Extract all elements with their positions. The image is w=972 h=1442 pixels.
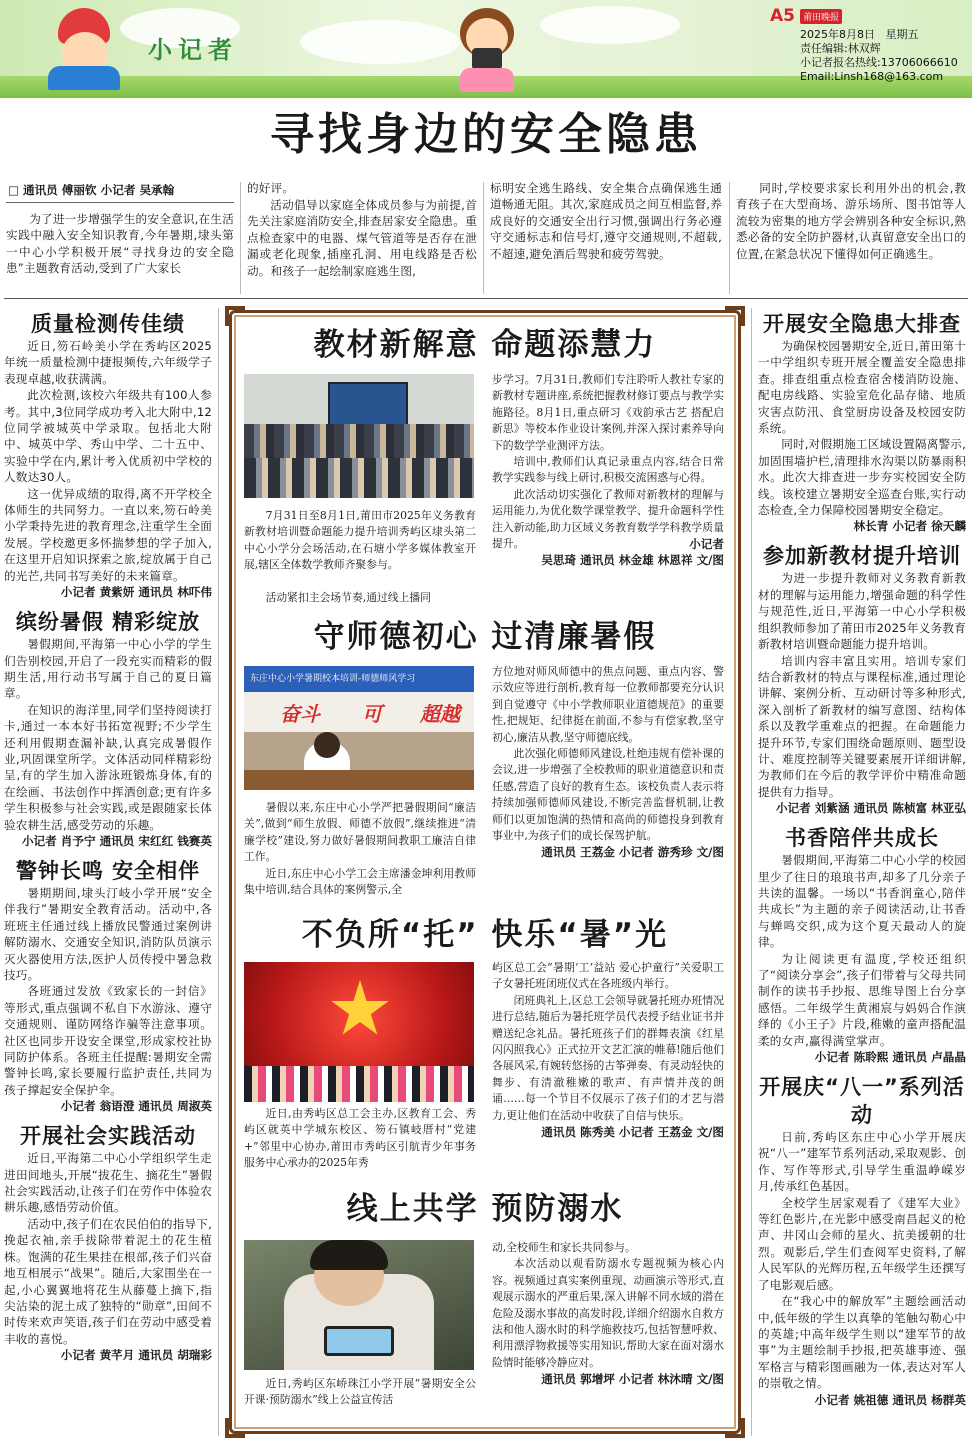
story-3-right-para-2: 闭班典礼上,区总工会领导就暑托班办班情况进行总结,随后为暑托班学员代表授予结业证书并赠送纪念礼品。暑托班孩子们的群舞表演《红星闪闪照我心》正式拉开文艺汇演的帷幕!随后他们各展风采,有婉转悠扬的古筝弹奏、有灵动轻快的舞步、有清澈稚嫩的歌声、有声情并茂的朗诵……每一个节目不仅展示了孩子们的才艺与潜力,更让他们在活动中收获了自信与快乐。 xyxy=(492,993,724,1122)
center-story-4-title: 线上共学 预防溺水 xyxy=(346,1191,624,1227)
main-col4: 同时,学校要求家长利用外出的机会,教育孩子在大型商场、游乐场所、图书馆等人流较为密集的地方学会辨别各种安全标识,熟悉必备的安全防护器材,认真留意安全出口的位置,在紧急状况下懂得如何正确逃生。 xyxy=(736,181,966,261)
story-1-credit-prefix: 小记者 xyxy=(689,537,724,552)
left-story-1-para-1: 近日,笏石岭美小学在秀屿区2025年统一质量检测中捷报频传,六年级学子表现卓越,收获满满。 xyxy=(4,339,212,386)
left-story-3-para-1: 暑期期间,埭头汀岐小学开展“安全伴我行”暑期安全教育活动。活动中,各班班主任通过线上播放民警通过案例讲解防溺水、交通安全知识,消防队员演示灭火器使用方法,医护人员传授中暑急救技巧。 xyxy=(4,885,212,982)
left-story-2-para-2: 在知识的海洋里,同学们坚持阅读打卡,通过一本本好书拓宽视野;不少学生还利用假期查漏补缺,认真完成暑假作业,巩固课堂所学。文体活动同样精彩纷呈,有的学生加入游泳班锻炼身体,有的在绘画、书法创作中挥洒创意;更有许多学生积极参与社会实践,或是跟随家长体验农耕生活,感受劳动的乐趣。 xyxy=(4,702,212,832)
right-story-1-para-2: 同时,对假期施工区域设置隔离警示,加固围墙护栏,清理排水沟渠以防暴雨积水。此次大排查进一步夯实校园安全防线。该校建立暑期安全巡查台账,实行动态检查,全力保障校园暑期安全稳定。 xyxy=(758,437,966,518)
paper-logo: 莆田晚报 xyxy=(800,9,842,24)
main-byline: □ 通讯员 傅丽钦 小记者 吴承翰 xyxy=(8,183,175,197)
story-4-right-para-2: 本次活动以观看防溺水专题视频为核心内容。视频通过真实案例重现、动画演示等形式,直观展示溺水的严重后果,深入讲解不同水域的潜在危险及溺水事故的高发时段,详细介绍溺水自救方法和他人溺水时的科学施救技巧,包括智慧呼救、利用漂浮物救援等实用知识,帮助大家在面对溺水险情时能够冷静应对。 xyxy=(492,1257,724,1369)
story-3-right-column xyxy=(492,960,724,1140)
story-3-right-para-1: 屿区总工会“暑期‘工’益站 爱心护童行”关爱职工子女暑托班闭班仪式在各班级内举行。 xyxy=(492,961,724,991)
photo-training-meeting xyxy=(244,374,474,498)
main-col2-a: 的好评。 xyxy=(247,181,295,195)
right-story-4-para-2: 全校学生居家观看了《建军大业》等红色影片,在光影中感受南昌起义的枪声、井冈山会师的星火、抗美援朝的壮烈。观影后,学生们查阅军史资料,了解人民军队的光辉历程,五年级学生还撰写了电影观后感。 xyxy=(758,1195,966,1292)
right-story-2-para-2: 培训内容丰富且实用。培训专家们结合新教材的特点与课程标准,通过理论讲解、案例分析、互动研讨等多种形式,深入剖析了新教材的编写意图、结构体系以及教学重难点的把握。在命题能力提升环节,专家们围绕命题原则、题型设计、难度控制等关键要素展开详细讲解,为教师们在今后的教学评价中精准命题提供有力指导。 xyxy=(758,653,966,799)
wall-slogan-mid: 可 xyxy=(362,702,382,726)
story-1-right-para-2: 培训中,教师们认真记录重点内容,结合日常教学实践参与线上研讨,积极交流困惑与心得。 xyxy=(492,455,724,485)
right-story-3-para-2: 为让阅读更有温度,学校还组织了“阅读分享会”,孩子们带着与父母共同制作的读书手抄报、思维导图上台分享感悟。二年级学生黄湘宸与妈妈合作演绎的《小王子》片段,稚嫩的童声搭配温柔的女声,赢得满堂掌声。 xyxy=(758,951,966,1048)
story-4-credit: 通讯员 郭增坪 小记者 林沐晴 文/图 xyxy=(541,1372,724,1387)
right-story-1-credit: 林长青 小记者 徐天麟 xyxy=(853,519,966,534)
cartoon-girl-illustration xyxy=(452,4,522,94)
photo-banner-text: 东庄中心小学暑期校本培训-师德师风学习 xyxy=(244,666,474,692)
story-3-credit: 通讯员 陈秀美 小记者 王荔金 文/图 xyxy=(541,1125,724,1140)
left-story-1-credit: 小记者 黄紫妍 通讯员 林吓伟 xyxy=(60,585,212,600)
story-4-left-p1: 近日,秀屿区东峤珠江小学开展“暑期安全公开课·预防溺水”线上公益宣传活 xyxy=(244,1377,476,1407)
center-story-1-title: 教材新解意 命题添慧力 xyxy=(313,327,657,363)
photo-summer-camp-show xyxy=(244,962,474,1102)
hotline: 小记者报名热线:13706066610 xyxy=(800,56,958,69)
left-story-2-credit: 小记者 肖予宁 通讯员 宋红红 钱赛英 xyxy=(21,833,212,848)
story-4-right-column xyxy=(492,1240,724,1387)
frame-corner-tl xyxy=(225,306,245,326)
left-story-3-credit: 小记者 翁语澄 通讯员 周淑英 xyxy=(60,1099,212,1114)
story-3-left-p1: 近日,由秀屿区总工会主办,区教育工会、秀屿区就英中学城东校区、笏石镇岐厝村“党建+”邻里中心协办,莆田市秀屿区引航青少年事务服务中心承办的2025年秀 xyxy=(244,1107,476,1170)
story-1-left-p2: 活动紧扣主会场节奏,通过线上播同 xyxy=(265,591,431,604)
right-story-4-title: 开展庆“八一”系列活动 xyxy=(759,1075,965,1128)
page-number: A5 xyxy=(770,6,795,26)
wall-slogan-right: 超越 xyxy=(420,702,460,726)
left-story-3-para-2: 各班通过发放《致家长的一封信》等形式,重点强调不私自下水游泳、遵守交通规则、谨防网络诈骗等注意事项。社区也同步开设安全课堂,形成家校社协同防护体系。各班主任提醒:暑期安全需警钟长鸣,家长要履行监护责任,共同为孩子撑起安全保护伞。 xyxy=(4,984,212,1097)
right-story-4-credit: 小记者 姚祖德 通讯员 杨群英 xyxy=(814,1392,966,1407)
photo-ethics-training xyxy=(244,666,474,790)
email: Email:Linsh168@163.com xyxy=(800,70,944,83)
story-1-right-para-3: 此次活动切实强化了教师对新教材的理解与运用能力,为优化数学课堂教学、提升命题科学性注入新动能,助力区域义务教育数学学科教学质量提升。 xyxy=(492,487,724,551)
story-1-left-p1: 7月31日至8月1日,莆田市2025年义务教育新教材培训暨命题能力提升培训秀屿区埭头第二中心小学分会场活动,在石塘小学多媒体教室开展,辖区全体数学教师齐聚参与。 xyxy=(244,509,476,572)
right-story-3-para-1: 暑假期间,平海第二中心小学的校园里少了往日的琅琅书声,却多了几分亲子共读的温馨。一场以“书香润童心,陪伴共成长”为主题的亲子阅读活动,让书香与蝉鸣交织,成为这个夏天最动人的旋律。 xyxy=(758,853,966,950)
story-2-left-p1: 暑假以来,东庄中心小学严把暑假期间“廉洁关”,做到“师生放假、师德不放假”,继续推进“清廉学校”建设,努力做好暑假期间教职工廉洁自律工作。 xyxy=(244,801,476,864)
story-2-right-column xyxy=(492,664,724,860)
story-2-right-para-2: 此次强化师德师风建设,杜绝违规有偿补课的会议,进一步增强了全校教师的职业道德意识和责任感,营造了良好的教育生态。该校负责人表示将持续加强师德师风建设,不断完善监督机制,让教师们以更加饱满的热情和高尚的师德投身到教育事业中,为孩子们的成长保驾护航。 xyxy=(492,747,724,843)
right-story-4-para-1: 日前,秀屿区东庄中心小学开展庆祝“八一”建军节系列活动,采取观影、创作、写作等形式,引导学生重温峥嵘岁月,传承红色基因。 xyxy=(758,1130,966,1194)
left-story-1-para-3: 这一优异成绩的取得,离不开学校全体师生的共同努力。一直以来,笏石岭美小学秉持先进的教育理念,注重学生全面发展。学校邀更多怀揣梦想的学子加入,在这里开启知识探索之旅,绽放属于自己的光芒,共同书写美好的未来篇章。 xyxy=(4,486,212,583)
right-story-4-para-3: 在“我心中的解放军”主题绘画活动中,低年级的学生以真挚的笔触勾勒心中的英雄;中高年级学生则以“建军节的故事”为主题绘制手抄报,把英雄事迹、强军格言与精彩图画融为一体,表达对军人的崇敬之情。 xyxy=(758,1294,966,1391)
center-story-3-title: 不负所“托” 快乐“暑”光 xyxy=(301,917,669,953)
left-story-4-para-1: 近日,平海第二中心小学组织学生走进田间地头,开展“拔花生、摘花生”暑假社会实践活动,让孩子们在劳作中体验农耕乐趣,感悟劳动价值。 xyxy=(4,1151,212,1215)
frame-corner-bl xyxy=(225,1418,245,1438)
editor-line: 责任编辑:林双辉 xyxy=(800,42,881,55)
main-col3: 标明安全逃生路线、安全集合点确保逃生通道畅通无阻。其次,家庭成员之间互相监督,养成良好的交通安全出行习惯,强调出行务必遵守交通标志和信号灯,遵守交通规则,不超载,不超速,避免酒后驾驶和疲劳驾驶。 xyxy=(490,181,722,261)
wall-slogan-left: 奋斗 xyxy=(280,702,320,726)
story-2-left-p2: 近日,东庄中心小学工会主席潘金坤利用教师集中培训,结合具体的案例警示,全 xyxy=(244,867,476,897)
story-2-credit: 通讯员 王荔金 小记者 游秀珍 文/图 xyxy=(541,845,724,860)
right-story-1-para-1: 为确保校园暑期安全,近日,莆田第十一中学组织专班开展全覆盖安全隐患排查。排查组重点检查宿舍楼消防设施、配电房线路、实验室危化品存储、地质灾害点防汛、食堂厨房设备及校园安防系统。 xyxy=(758,339,966,436)
left-story-2-para-1: 暑假期间,平海第一中心小学的学生们告别校园,开启了一段充实而精彩的假期生活,用行动书写属于自己的夏日篇章。 xyxy=(4,637,212,701)
masthead-title: 小记者 xyxy=(148,35,238,64)
left-story-4-para-2: 活动中,孩子们在农民伯伯的指导下,挽起衣袖,亲手拔除带着泥土的花生植株。饱满的花生果挂在根部,孩子们兴奋地互相展示“战果”。随后,大家围坐在一起,小心翼翼地将花生从藤蔓上摘下,指尖沾染的泥土成了独特的“勋章”,田间不时传来欢声笑语,孩子们在劳动中感受着丰收的喜悦。 xyxy=(4,1216,212,1346)
left-story-4-credit: 小记者 黄芊月 通讯员 胡瑞彩 xyxy=(60,1348,212,1363)
cartoon-boy-illustration xyxy=(40,6,130,92)
right-story-3-credit: 小记者 陈聆熙 通讯员 卢晶晶 xyxy=(814,1050,966,1065)
right-column xyxy=(758,310,966,1416)
frame-corner-br xyxy=(725,1418,745,1438)
right-story-2-para-1: 为进一步提升教师对义务教育新教材的理解与运用能力,增强命题的科学性与规范性,近日,平海第一中心小学积极组织教师参加了莆田市2025年义务教育新教材培训暨命题能力提升培训。 xyxy=(758,571,966,652)
left-story-3-title: 警钟长鸣 安全相伴 xyxy=(15,858,201,883)
page-header xyxy=(0,0,972,98)
story-2-right-para-1: 方位地对师风师德中的焦点问题、重点内容、警示效应等进行剖析,教育每一位教师都要充分认识到自觉遵守《中小学教师职业道德规范》的重要性,把规矩、纪律挺在前面,不参与有偿家教,坚守初心,廉洁从教,坚守师德底线。 xyxy=(492,665,724,744)
story-1-credit: 吴思琦 通讯员 林金雄 林恩祥 文/图 xyxy=(541,553,724,568)
center-story-2-title: 守师德初心 过清廉暑假 xyxy=(313,619,657,655)
main-col1: 为了进一步增强学生的安全意识,在生活实践中融入安全知识教育,今年暑期,埭头第一中心小学积极开展“寻找身边的安全隐患”主题教育活动,受到了广大家长 xyxy=(6,212,234,276)
main-col2-b: 活动倡导以家庭全体成员参与为前提,首先关注家庭消防安全,排查居家安全隐患。重点检查家中的电器、煤气管道等是否存在泄漏或老化现象,插座孔洞、用电线路是否松动。和孩子一起绘制家庭逃生图, xyxy=(247,198,477,278)
main-headline: 寻找身边的安全隐患 xyxy=(270,109,702,160)
left-story-1-title: 质量检测传佳绩 xyxy=(31,312,185,336)
left-column xyxy=(4,310,212,1371)
story-4-right-para-1: 动,全校师生和家长共同参与。 xyxy=(492,1241,636,1254)
right-story-2-credit: 小记者 刘紫涵 通讯员 陈桢富 林亚弘 xyxy=(775,801,966,816)
story-1-right-column xyxy=(492,372,724,568)
issue-date: 2025年8月8日 xyxy=(800,28,875,41)
left-story-1-para-2: 此次检测,该校六年级共有100人参考。其中,3位同学成功考入北大附中,12位同学被城英中学录取。包括北大附中、城英中学、秀山中学、二十五中、实验中学在内,累计考入优质初中学校的人数达30人。 xyxy=(4,388,212,485)
right-story-2-title: 参加新教材提升培训 xyxy=(763,544,961,569)
left-story-2-title: 缤纷暑假 精彩绽放 xyxy=(15,610,201,635)
photo-online-video-lesson xyxy=(244,1240,474,1370)
left-story-4-title: 开展社会实践活动 xyxy=(20,1124,196,1149)
right-story-3-title: 书香陪伴共成长 xyxy=(785,826,939,851)
right-story-1-title: 开展安全隐患大排查 xyxy=(763,312,961,336)
issue-weekday: 星期五 xyxy=(885,28,919,41)
frame-corner-tr xyxy=(725,306,745,326)
story-1-right-para-1: 步学习。7月31日,教师们专注聆听人教社专家的新教材专题讲座,系统把握教材修订要点与教学实施路径。8月1日,重点研习《戏韵承古艺 搭配启新思》等校本作业设计案例,并深入探讨素养导向下的数学学业测评方法。 xyxy=(492,373,724,452)
header-info xyxy=(770,6,970,84)
